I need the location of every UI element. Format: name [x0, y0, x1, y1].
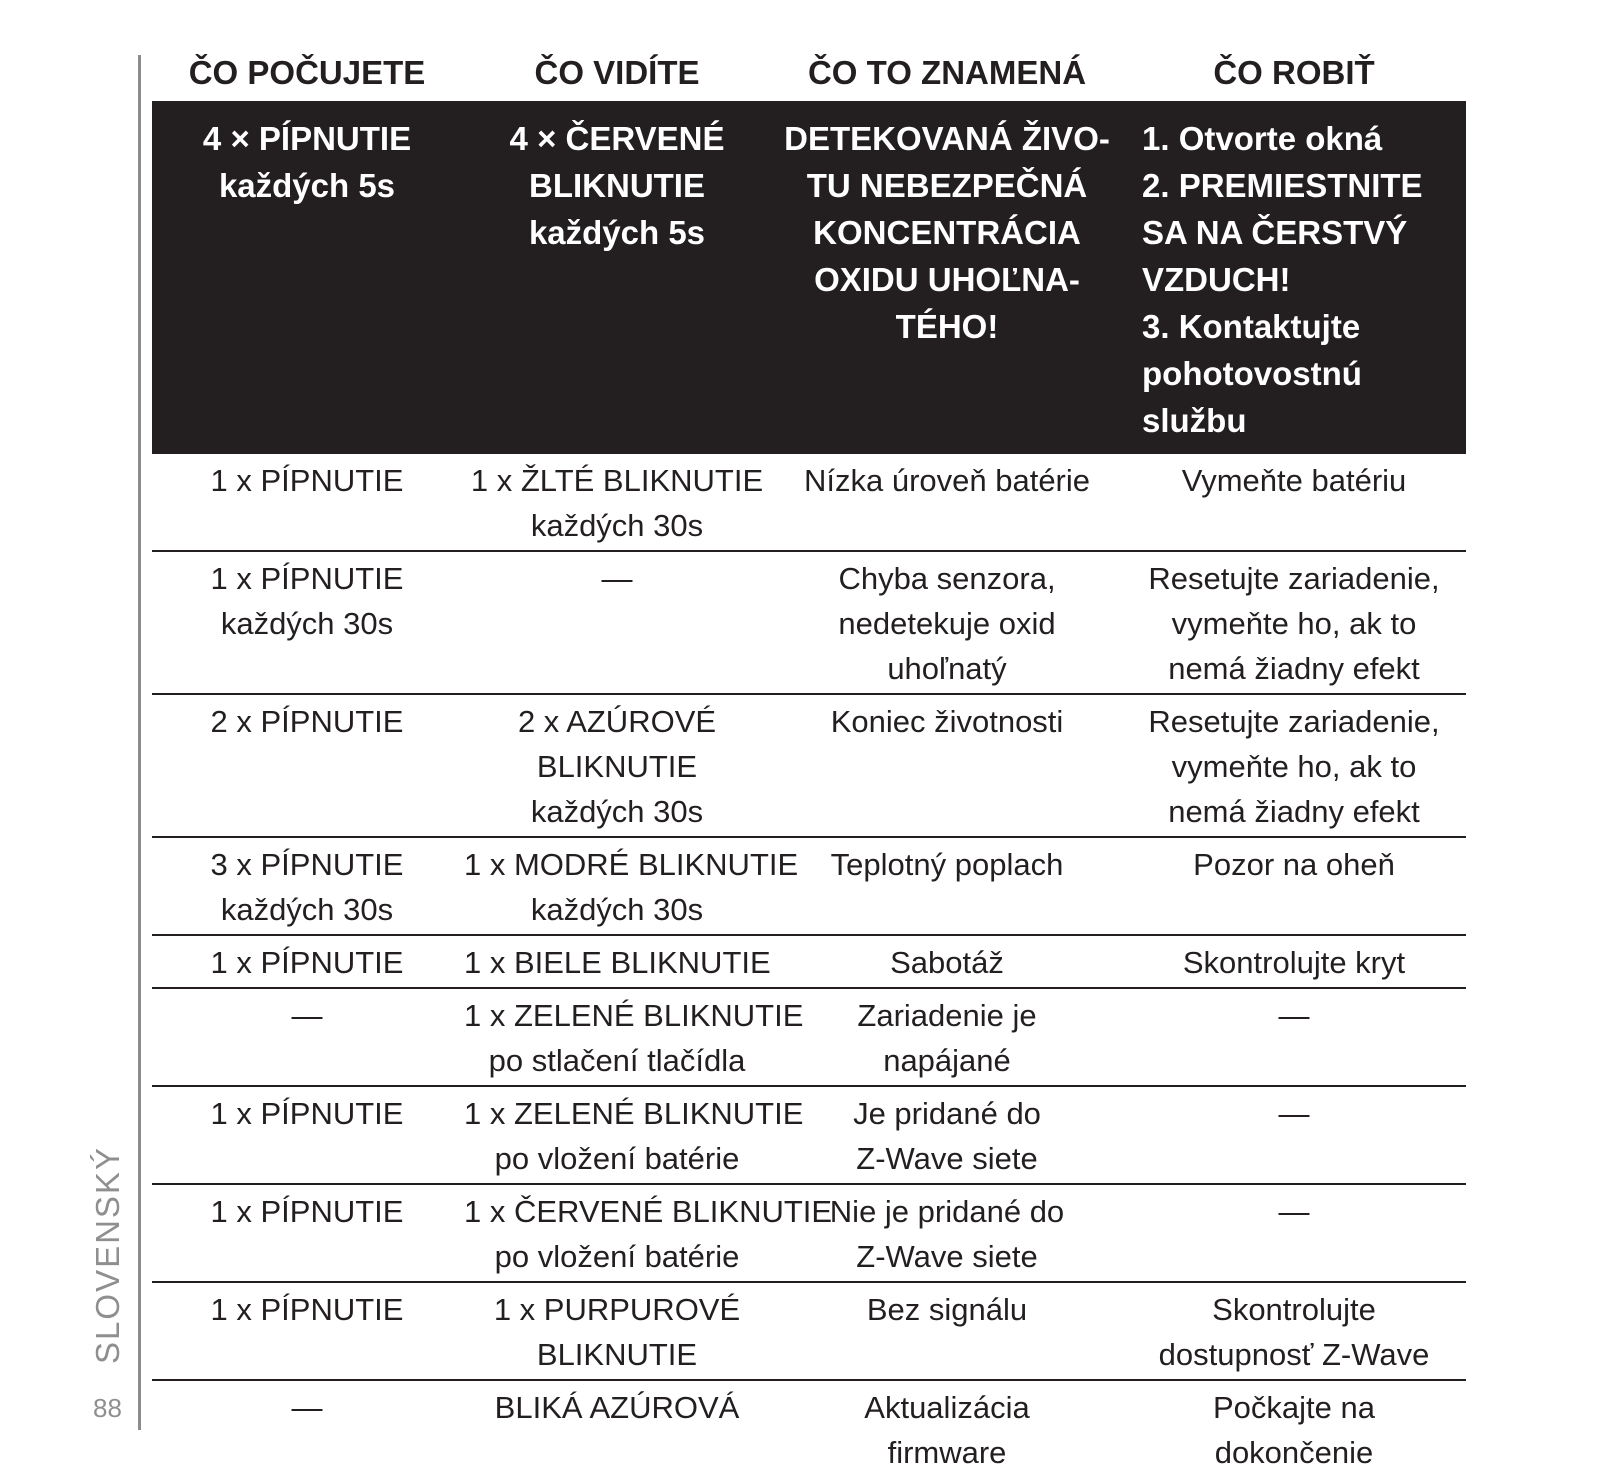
cell-line: 1 x PÍPNUTIE: [210, 945, 404, 980]
cell-meaning: [772, 1282, 1122, 1380]
cell-line: Resetujte zariadenie,: [1148, 704, 1440, 739]
table-row: [152, 694, 1466, 837]
cell-line: Aktualizácia: [864, 1390, 1030, 1425]
cell-line: po vložení batérie: [494, 1239, 740, 1274]
cell-meaning: [772, 694, 1122, 837]
cell-line: pohotovostnú: [1142, 355, 1362, 392]
cell-line: 2. PREMIESTNITE: [1142, 167, 1423, 204]
table-header-row: [152, 45, 1466, 101]
cell-line: Teplotný poplach: [830, 847, 1064, 882]
cell-line: 1 x ZELENÉ BLIKNUTIE: [464, 1096, 804, 1131]
cell-line: každých 5s: [528, 214, 706, 251]
cell-line: 1 x ZELENÉ BLIKNUTIE: [464, 998, 804, 1033]
cell-line: vymeňte ho, ak to: [1171, 749, 1417, 784]
cell-action: [1122, 837, 1466, 935]
cell-action: [1122, 935, 1466, 988]
cell-line: 1 x PURPUROVÉ: [493, 1292, 741, 1327]
cell-line: po vložení batérie: [494, 1141, 740, 1176]
cell-line: Počkajte na: [1213, 1390, 1375, 1425]
cell-see: [462, 1380, 772, 1477]
cell-line: —: [1278, 1096, 1310, 1131]
cell-see: [462, 1184, 833, 1282]
cell-line: 3. Kontaktujte: [1142, 308, 1361, 345]
alarm-action-cell: [1122, 101, 1466, 454]
cell-meaning: [772, 1086, 1122, 1184]
cell-line: Chyba senzora,: [838, 561, 1056, 596]
cell-line: Z-Wave siete: [856, 1239, 1038, 1274]
cell-line: 1 x BIELE BLIKNUTIE: [464, 945, 771, 980]
cell-line: 1 x PÍPNUTIE: [210, 561, 404, 596]
cell-line: Sabotáž: [890, 945, 1004, 980]
cell-line: firmware: [887, 1435, 1007, 1470]
cell-line: Resetujte zariadenie,: [1148, 561, 1440, 596]
cell-line: Je pridané do: [853, 1096, 1041, 1131]
cell-action: [1122, 988, 1466, 1086]
table-row: [152, 1184, 1466, 1282]
cell-action: [1122, 1184, 1466, 1282]
header-hear: ČO POČUJETE: [188, 54, 426, 91]
cell-line: Nízka úroveň batérie: [803, 463, 1091, 498]
cell-hear: [152, 694, 462, 837]
cell-line: TU NEBEZPEČNÁ: [806, 167, 1088, 204]
table-row: [152, 1086, 1466, 1184]
header-meaning: ČO TO ZNAMENÁ: [807, 54, 1087, 91]
cell-line: 1 x PÍPNUTIE: [210, 1096, 404, 1131]
cell-line: —: [601, 561, 633, 596]
cell-line: 1 x PÍPNUTIE: [210, 463, 404, 498]
cell-line: napájané: [883, 1043, 1011, 1078]
cell-line: —: [291, 998, 323, 1033]
cell-line: každých 30s: [220, 892, 394, 927]
cell-line: Vymeňte batériu: [1181, 463, 1407, 498]
cell-hear: [152, 454, 462, 551]
cell-line: 1 x PÍPNUTIE: [210, 1292, 404, 1327]
cell-line: VZDUCH!: [1142, 261, 1291, 298]
cell-action: [1122, 551, 1466, 694]
cell-hear: [152, 1184, 462, 1282]
cell-hear: [152, 935, 462, 988]
cell-meaning: [772, 935, 1122, 988]
cell-line: Zariadenie je: [857, 998, 1037, 1033]
cell-action: [1122, 1380, 1466, 1477]
cell-line: DETEKOVANÁ ŽIVO-: [784, 120, 1110, 157]
status-signal-table: [152, 45, 1466, 1477]
cell-meaning: [772, 988, 1122, 1086]
cell-line: 4 × ČERVENÉ: [509, 120, 725, 157]
page-number: 88: [93, 1393, 122, 1423]
cell-see: [462, 1282, 772, 1380]
table-row: [152, 454, 1466, 551]
cell-line: každých 30s: [530, 794, 704, 829]
cell-see: [462, 988, 804, 1086]
cell-hear: [152, 988, 462, 1086]
table-row: [152, 837, 1466, 935]
cell-hear: [152, 1086, 462, 1184]
table-row: [152, 1380, 1466, 1477]
table-row: [152, 1282, 1466, 1380]
cell-line: Skontrolujte: [1212, 1292, 1376, 1327]
cell-line: 1 x ČERVENÉ BLIKNUTIE: [464, 1194, 833, 1229]
alarm-hear-cell: [152, 101, 462, 454]
cell-line: Bez signálu: [866, 1292, 1028, 1327]
cell-line: Z-Wave siete: [856, 1141, 1038, 1176]
cell-line: 4 × PÍPNUTIE: [202, 120, 412, 157]
alarm-see-cell: [462, 101, 772, 454]
cell-see: [462, 837, 799, 935]
cell-line: KONCENTRÁCIA: [813, 214, 1081, 251]
alarm-meaning-cell: [772, 101, 1122, 454]
cell-line: službu: [1142, 402, 1247, 439]
cell-line: 1 x MODRÉ BLIKNUTIE: [464, 847, 799, 882]
header-action: ČO ROBIŤ: [1213, 54, 1375, 91]
cell-line: nemá žiadny efekt: [1168, 794, 1420, 829]
cell-see: [462, 1086, 804, 1184]
language-label: SLOVENSKÝ: [89, 1146, 126, 1364]
cell-line: Skontrolujte kryt: [1182, 945, 1406, 980]
cell-action: [1122, 1282, 1466, 1380]
cell-line: dokončenie: [1214, 1435, 1374, 1470]
cell-line: —: [1278, 998, 1310, 1033]
cell-hear: [152, 551, 462, 694]
cell-hear: [152, 1380, 462, 1477]
cell-line: 1. Otvorte okná: [1142, 120, 1383, 157]
cell-line: každých 30s: [530, 892, 704, 927]
cell-line: BLIKNUTIE: [536, 749, 698, 784]
cell-meaning: [772, 551, 1122, 694]
cell-line: BLIKÁ AZÚROVÁ: [494, 1390, 740, 1425]
cell-line: BLIKNUTIE: [529, 167, 705, 204]
cell-line: každých 5s: [218, 167, 396, 204]
cell-meaning: [772, 837, 1122, 935]
cell-line: —: [291, 1390, 323, 1425]
cell-action: [1122, 1086, 1466, 1184]
cell-line: dostupnosť Z-Wave: [1158, 1337, 1430, 1372]
cell-line: nemá žiadny efekt: [1168, 651, 1420, 686]
cell-line: 3 x PÍPNUTIE: [210, 847, 404, 882]
side-rule: [138, 55, 141, 1430]
cell-line: —: [1278, 1194, 1310, 1229]
cell-line: OXIDU UHOĽNA-: [814, 261, 1080, 298]
cell-line: nedetekuje oxid: [838, 606, 1056, 641]
table-row: [152, 988, 1466, 1086]
cell-line: po stlačení tlačídla: [488, 1043, 746, 1078]
cell-line: TÉHO!: [895, 308, 999, 345]
cell-see: [462, 694, 772, 837]
cell-line: 1 x PÍPNUTIE: [210, 1194, 404, 1229]
cell-meaning: [772, 1380, 1122, 1477]
cell-line: 2 x AZÚROVÉ: [517, 704, 717, 739]
cell-line: 2 x PÍPNUTIE: [210, 704, 404, 739]
cell-action: [1122, 454, 1466, 551]
cell-line: Koniec životnosti: [830, 704, 1064, 739]
cell-line: 1 x ŽLTÉ BLIKNUTIE: [470, 463, 764, 498]
cell-line: vymeňte ho, ak to: [1171, 606, 1417, 641]
cell-line: Nie je pridané do: [829, 1194, 1065, 1229]
cell-line: každých 30s: [220, 606, 394, 641]
cell-hear: [152, 837, 462, 935]
cell-line: SA NA ČERSTVÝ: [1142, 214, 1408, 251]
cell-hear: [152, 1282, 462, 1380]
cell-meaning: [772, 454, 1122, 551]
header-see: ČO VIDÍTE: [534, 54, 700, 91]
table-row: [152, 935, 1466, 988]
alarm-row: [152, 101, 1466, 454]
cell-line: uhoľnatý: [887, 651, 1007, 686]
cell-see: [462, 454, 772, 551]
cell-line: Pozor na oheň: [1193, 847, 1395, 882]
cell-action: [1122, 694, 1466, 837]
cell-line: BLIKNUTIE: [536, 1337, 698, 1372]
cell-see: [462, 935, 772, 988]
cell-line: každých 30s: [530, 508, 704, 543]
table-row: [152, 551, 1466, 694]
cell-see: [462, 551, 772, 694]
